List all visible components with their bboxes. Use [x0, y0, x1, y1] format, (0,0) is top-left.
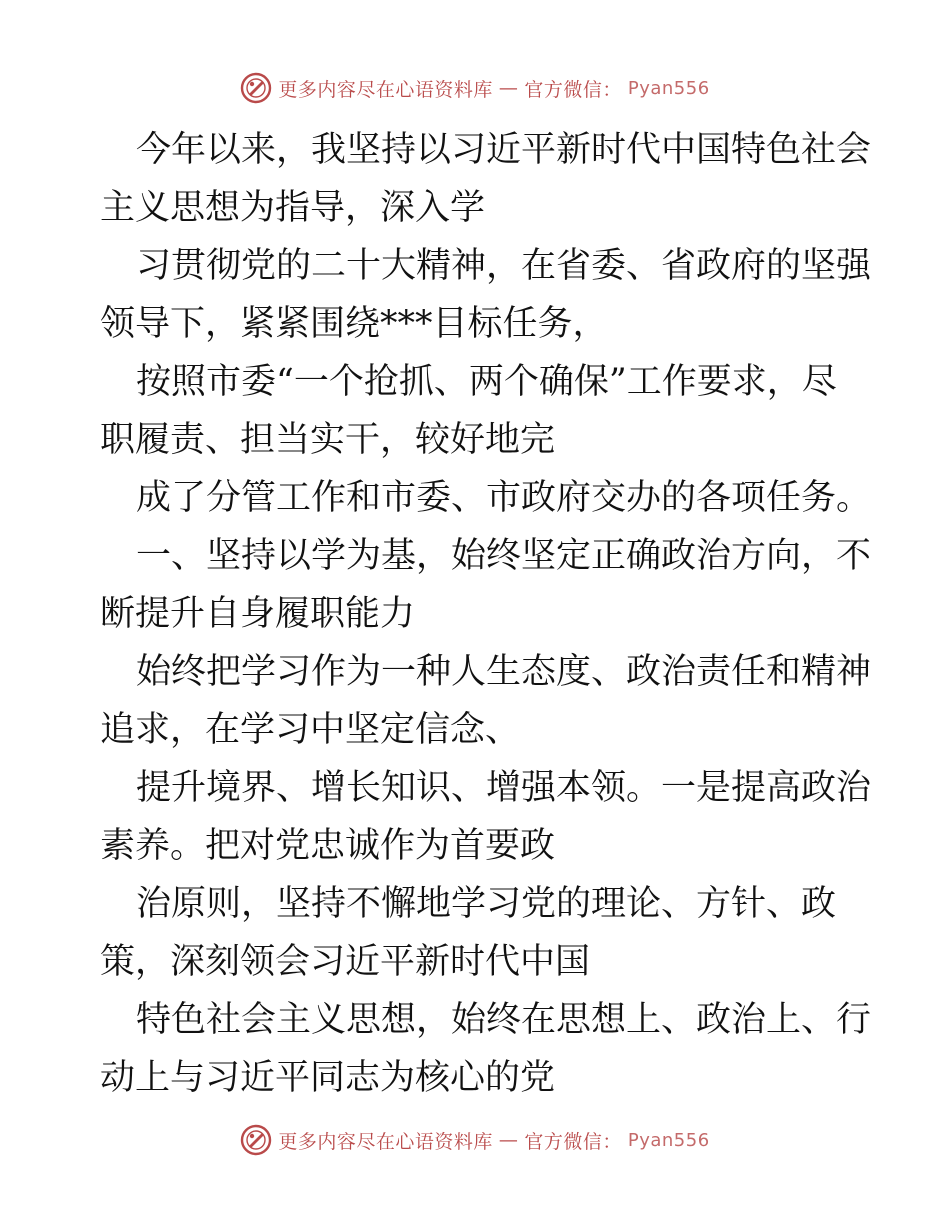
watermark-label: 官方微信：: [524, 78, 622, 101]
paragraph-line: 按照市委“一个抢抓、两个确保”工作要求，尽: [136, 362, 837, 402]
paragraph-line: 提升境界、增长知识、增强本领。一是提高政治: [136, 768, 872, 808]
document-body: [100, 121, 872, 1107]
paragraph-line: 今年以来，我坚持以习近平新时代中国特色社会: [136, 130, 872, 170]
paragraph-line: 习贯彻党的二十大精神，在省委、省政府的坚强: [136, 246, 872, 286]
paragraph-line: 职履责、担当实干，较好地完: [100, 420, 556, 460]
paragraph-line: 领导下，紧紧围绕***目标任务，: [100, 304, 608, 344]
paragraph-line: 追求，在学习中坚定信念、: [100, 710, 521, 750]
watermark-text: 更多内容尽在心语资料库: [278, 1130, 493, 1153]
paragraph-line: 始终把学习作为一种人生态度、政治责任和精神: [136, 652, 872, 692]
footer-watermark: [0, 1124, 950, 1156]
watermark-separator: —: [498, 1129, 519, 1151]
paragraph-line: 策，深刻领会习近平新时代中国: [100, 942, 591, 982]
watermark-wechat-id: Pyan556: [627, 77, 710, 99]
paragraph-line: 成了分管工作和市委、市政府交办的各项任务。: [136, 478, 872, 518]
watermark-label: 官方微信：: [524, 1130, 622, 1153]
paragraph-line: 特色社会主义思想，始终在思想上、政治上、行: [136, 1000, 872, 1040]
seal-logo-icon: [240, 1124, 272, 1156]
paragraph-line: 素养。把对党忠诚作为首要政: [100, 826, 556, 866]
paragraph-line: 治原则，坚持不懈地学习党的理论、方针、政: [136, 884, 837, 924]
watermark-text: 更多内容尽在心语资料库: [278, 78, 493, 101]
section-heading-line: 一、坚持以学为基，始终坚定正确政治方向，不: [136, 536, 872, 576]
paragraph-line: 主义思想为指导，深入学: [100, 188, 486, 228]
seal-logo-icon: [240, 72, 272, 104]
header-watermark: [0, 72, 950, 104]
section-heading-line: 断提升自身履职能力: [100, 594, 416, 634]
watermark-separator: —: [498, 77, 519, 99]
watermark-wechat-id: Pyan556: [627, 1129, 710, 1151]
paragraph-line: 动上与习近平同志为核心的党: [100, 1058, 556, 1098]
